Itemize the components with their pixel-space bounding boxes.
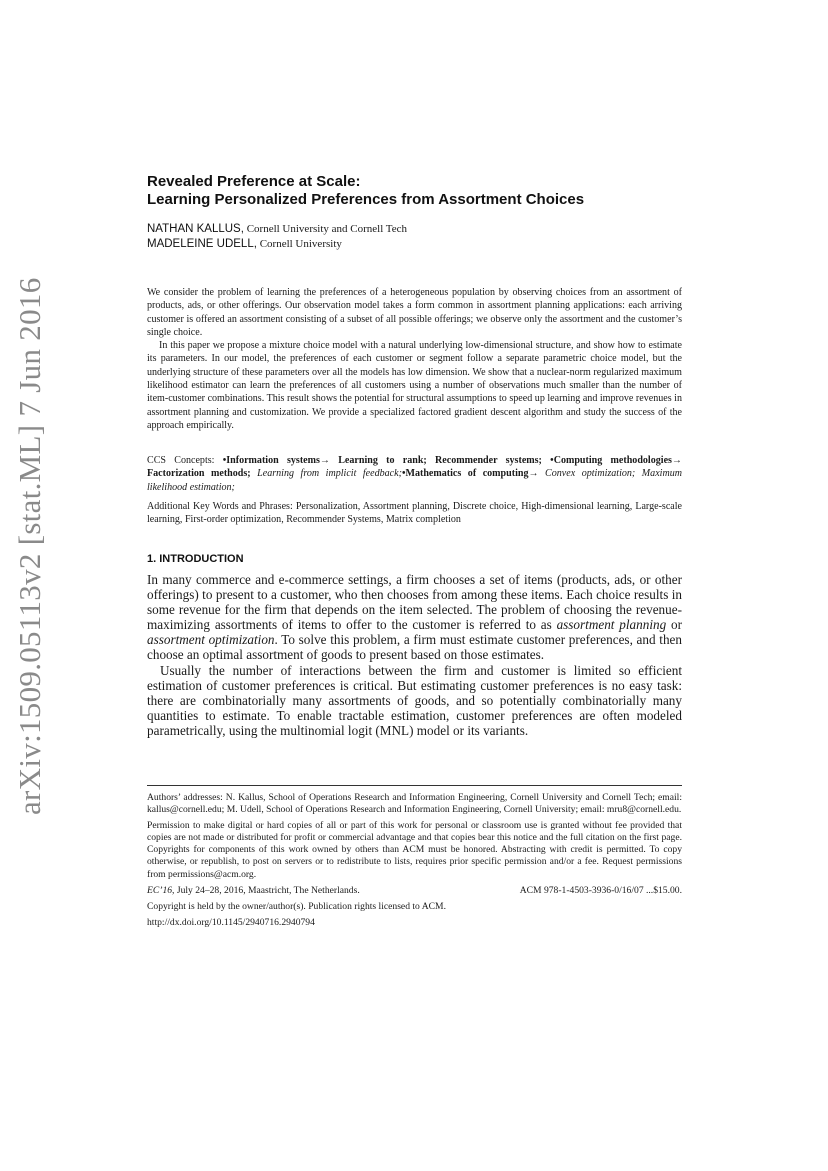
permission-notice: Permission to make digital or hard copies of all or part of this work for personal or classroom use is granted without fee provided that copies are not made or distributed for profit or commercial advantage and that copies bear this notice and the full citation on the first page. Copyrights for components of this work owned by others than ACM must be honored. Abstracting with credit is permitted. To copy otherwise, or republish, to post on servers or to redistribute to lists, requires prior specific permission and/or a fee. Request permissions from permissions@acm.org.	[147, 820, 682, 880]
conference-venue	[147, 885, 360, 897]
footnotes	[147, 792, 682, 933]
copyright-notice: Copyright is held by the owner/author(s). Publication rights licensed to ACM.	[147, 900, 446, 912]
conference-line	[147, 885, 682, 897]
ccs-concepts	[147, 454, 682, 494]
abstract	[147, 286, 682, 432]
author-affiliation: Cornell University	[256, 238, 342, 250]
author-addresses: Authors’ addresses: N. Kallus, School of Operations Research and Information Engineering, Cornell University and Cornell Tech; email: kallus@cornell.edu; M. Udell, School of Operations Research and Information Engineering, Cornell University; email: mru8@cornell.edu.	[147, 792, 682, 816]
intro-paragraph-2: Usually the number of interactions between the firm and customer is limited so efficient estimation of customer preferences is critical. But estimating customer preferences is no easy task: there are combinatorially many assortments of goods, and so potentially combinatorially many quantities to estimate. To enable tractable estimation, customer preferences are often modeled parametrically, using the multinomial logit (MNL) model or its variants.	[147, 662, 682, 738]
intro-emphasis: assortment planning	[556, 617, 667, 633]
author-2	[147, 237, 682, 252]
ccs-concept-4: •Mathematics of computing→	[401, 468, 539, 480]
author-affiliation: Cornell University and Cornell Tech	[243, 223, 408, 235]
paper-title	[147, 173, 682, 209]
author-list	[147, 222, 682, 252]
author-name: MADELEINE UDELL,	[147, 238, 257, 250]
abstract-paragraph-1: We consider the problem of learning the preferences of a heterogeneous population by observing choices from an assortment of products, ads, or other offerings. Our observation model takes a form common in assortment planning applications: each arriving customer is offered an assortment consisting of a subset of all possible offerings; we observe only the assortment and the customer’s single choice.	[147, 287, 682, 338]
title-line-1: Revealed Preference at Scale:	[147, 173, 361, 190]
author-name: NATHAN KALLUS,	[147, 223, 244, 235]
acm-isbn: ACM 978-1-4503-3936-0/16/07 ...$15.00.	[519, 884, 682, 896]
abstract-paragraph-2: In this paper we propose a mixture choice model with a natural underlying low-dimensional structure, and show how to estimate its parameters. In our model, the preferences of each customer or segment follow a separate parametric choice model, but the underlying structure of these parameters over all the models has low dimension. We show that a nuclear-norm regularized maximum likelihood estimator can learn the preferences of all customers using a number of observations much smaller than the number of item-customer combinations. This result shows the potential for structural assumptions to speed up learning and improve revenues in assortment planning and customization. We provide a specialized factored gradient descent algorithm and study the success of the approach empirically.	[147, 340, 682, 431]
ccs-concept-1: •Information systems→ Learning to rank; Recommender systems;	[222, 455, 542, 466]
introduction-body	[147, 572, 682, 738]
ccs-concept-3: Learning from implicit feedback;	[250, 468, 402, 480]
intro-emphasis: assortment optimization	[147, 632, 275, 648]
arxiv-identifier-stamp: arXiv:1509.05113v2 [stat.ML] 7 Jun 2016	[12, 277, 47, 815]
intro-text: or	[666, 617, 682, 633]
ccs-lead: CCS Concepts:	[147, 455, 223, 466]
intro-text: In many commerce and e-commerce settings, a firm chooses a set of items (products, ads, or other offerings) to present to a customer, who then chooses from among these items. Each choice results in some revenue for the firm that depends on the item selected. The problem of choosing the revenue-maximizing assortments of items to offer to the customer is referred to as	[147, 572, 682, 633]
conference-details: July 24–28, 2016, Maastricht, The Netherlands.	[174, 884, 360, 896]
intro-paragraph-1	[147, 572, 682, 663]
author-1	[147, 222, 682, 237]
intro-text: . To solve this problem, a firm must estimate customer preferences, and then choose an optimal assortment of goods to present based on those estimates.	[147, 632, 682, 663]
keywords: Additional Key Words and Phrases: Personalization, Assortment planning, Discrete choice, High-dimensional learning, Large-scale learning, First-order optimization, Recommender Systems, Matrix completion	[147, 501, 682, 526]
section-heading-introduction: 1. INTRODUCTION	[147, 553, 244, 565]
ccs-concept-5: Convex optimization; Maximum likelihood estimation;	[147, 468, 682, 493]
title-line-2: Learning Personalized Preferences from Assortment Choices	[147, 191, 585, 208]
doi-link[interactable]: http://dx.doi.org/10.1145/2940716.2940794	[147, 916, 315, 928]
conference-name: EC’16,	[147, 884, 175, 896]
ccs-concept-2: •Computing methodologies→ Factorization methods;	[147, 455, 682, 480]
footnote-divider	[147, 785, 682, 786]
